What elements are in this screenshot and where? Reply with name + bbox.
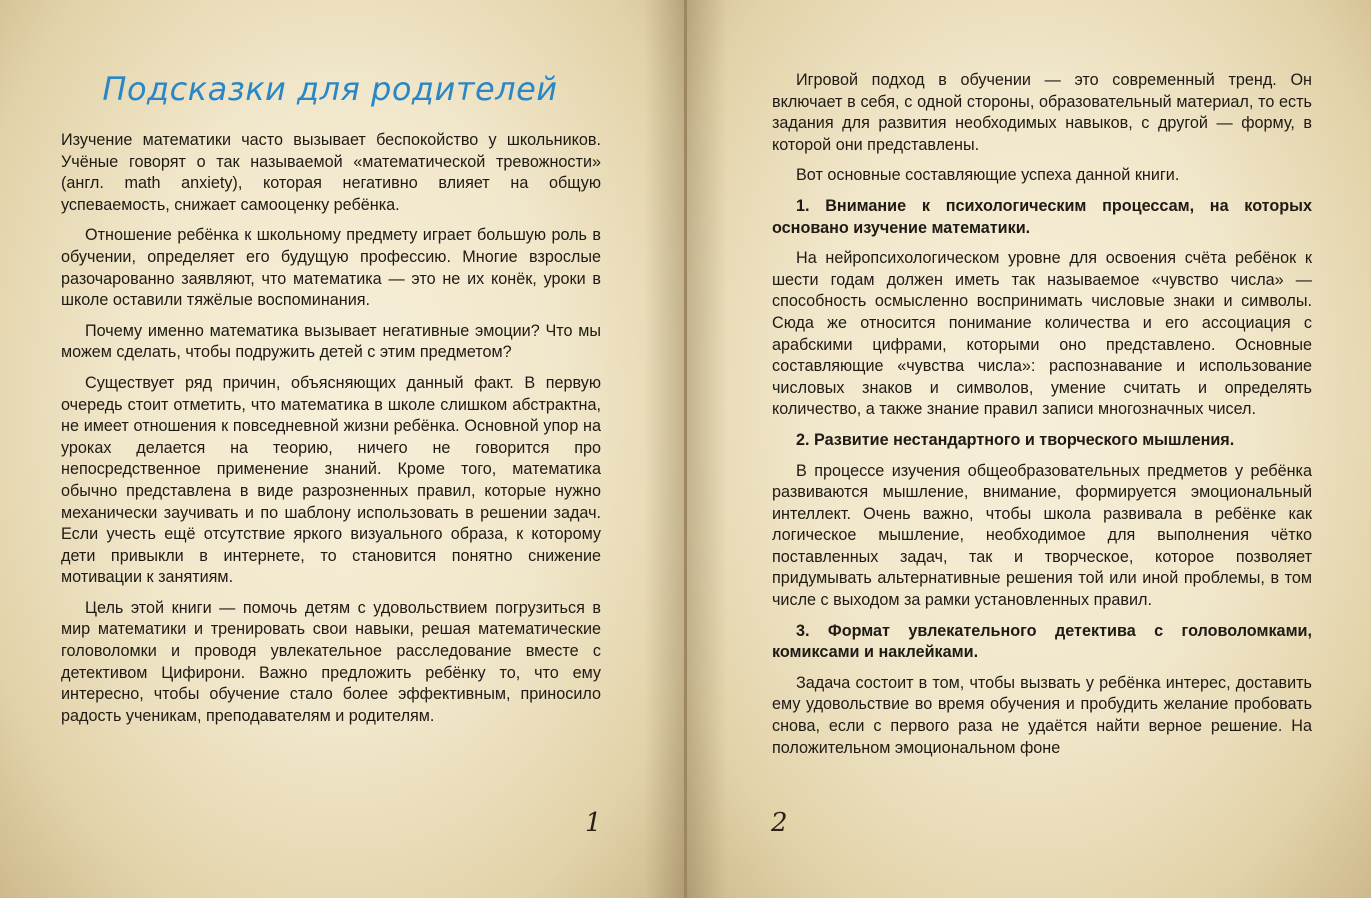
section-heading-1: 1. Внимание к психологическим процессам, на которых основано изучение математики. xyxy=(772,196,1312,237)
page-title: Подсказки для родителей xyxy=(102,70,558,108)
left-text-column xyxy=(61,130,601,736)
paragraph: Игровой подход в обучении — это современный тренд. Он включает в себя, с одной стороны, образовательный материал, то есть задания для развития необходимых навыков, с другой — форму, в которой они представлены. xyxy=(772,71,1312,154)
page-number: 2 xyxy=(771,808,788,838)
paragraph: Почему именно математика вызывает негативные эмоции? Что мы можем сделать, чтобы подружить детей с этим предметом? xyxy=(61,321,601,362)
paragraph: На нейропсихологическом уровне для освоения счёта ребёнок к шести годам должен иметь так называемое «чувство числа» — способность осмысленно воспринимать числовые знаки и символы. Сюда же относится понимание количества и его ассоциация с арабскими цифрами, которыми оно представлено. Основные составляющие «чувства числа»: распознавание и использование числовых знаков и символов, умение считать и определять количество, а также знание правил записи многозначных чисел. xyxy=(772,249,1312,419)
page-number: 1 xyxy=(585,808,602,838)
paragraph: В процессе изучения общеобразовательных предметов у ребёнка развиваются мышление, внимание, формируется эмоциональный интеллект. Очень важно, чтобы школа развивала в ребёнке как логическое мышление, необходимое для выполнения чётко поставленных задач, так и творческое, которое позволяет придумывать альтернативные решения той или иной проблемы, в том числе с выходом за рамки установленных правил. xyxy=(772,461,1312,610)
paragraph: Вот основные составляющие успеха данной книги. xyxy=(796,166,1180,185)
paragraph: Задача состоит в том, чтобы вызвать у ребёнка интерес, доставить ему удовольствие во время обучения и пробудить желание пробовать снова, если с первого раза не удаётся найти верное решение. На положительном эмоциональном фоне xyxy=(772,673,1312,757)
right-page xyxy=(687,0,1371,898)
left-page xyxy=(0,0,684,898)
right-text-column xyxy=(772,70,1312,768)
section-heading-3: 3. Формат увлекательного детектива с головоломками, комиксами и наклейками. xyxy=(772,621,1312,662)
paragraph: Существует ряд причин, объясняющих данный факт. В первую очередь стоит отметить, что математика в школе слишком абстрактна, не имеет отношения к повседневной жизни ребёнка. Основной упор на уроках делается на теорию, ничего не говорится про непосредственное применение знаний. Кроме того, математика обычно представлена в виде разрозненных правил, которые нужно механически заучивать и по шаблону использовать в решении задач. Если учесть ещё отсутствие яркого визуального образа, к которому дети привыкли в интернете, то становится понятно снижение мотивации к занятиям. xyxy=(61,373,601,587)
paragraph: Отношение ребёнка к школьному предмету играет большую роль в обучении, определяет его будущую профессию. Многие взрослые разочарованно заявляют, что математика — это не их конёк, уроки в школе оставили тяжёлые воспоминания. xyxy=(61,226,601,310)
paragraph: Цель этой книги — помочь детям с удовольствием погрузиться в мир математики и тренировать свои навыки, решая математические головоломки и проводя увлекательное расследование вместе с детективом Цифирони. Важно предложить ребёнку то, что ему интересно, чтобы обучение стало более эффективным, приносило радость ученикам, преподавателям и родителям. xyxy=(61,598,601,725)
section-heading-2: 2. Развитие нестандартного и творческого мышления. xyxy=(796,430,1235,449)
paragraph: Изучение математики часто вызывает беспокойство у школьников. Учёные говорят о так называемой «математической тревожности» (англ. math anxiety), которая негативно влияет на общую успеваемость, снижает самооценку ребёнка. xyxy=(61,131,601,214)
